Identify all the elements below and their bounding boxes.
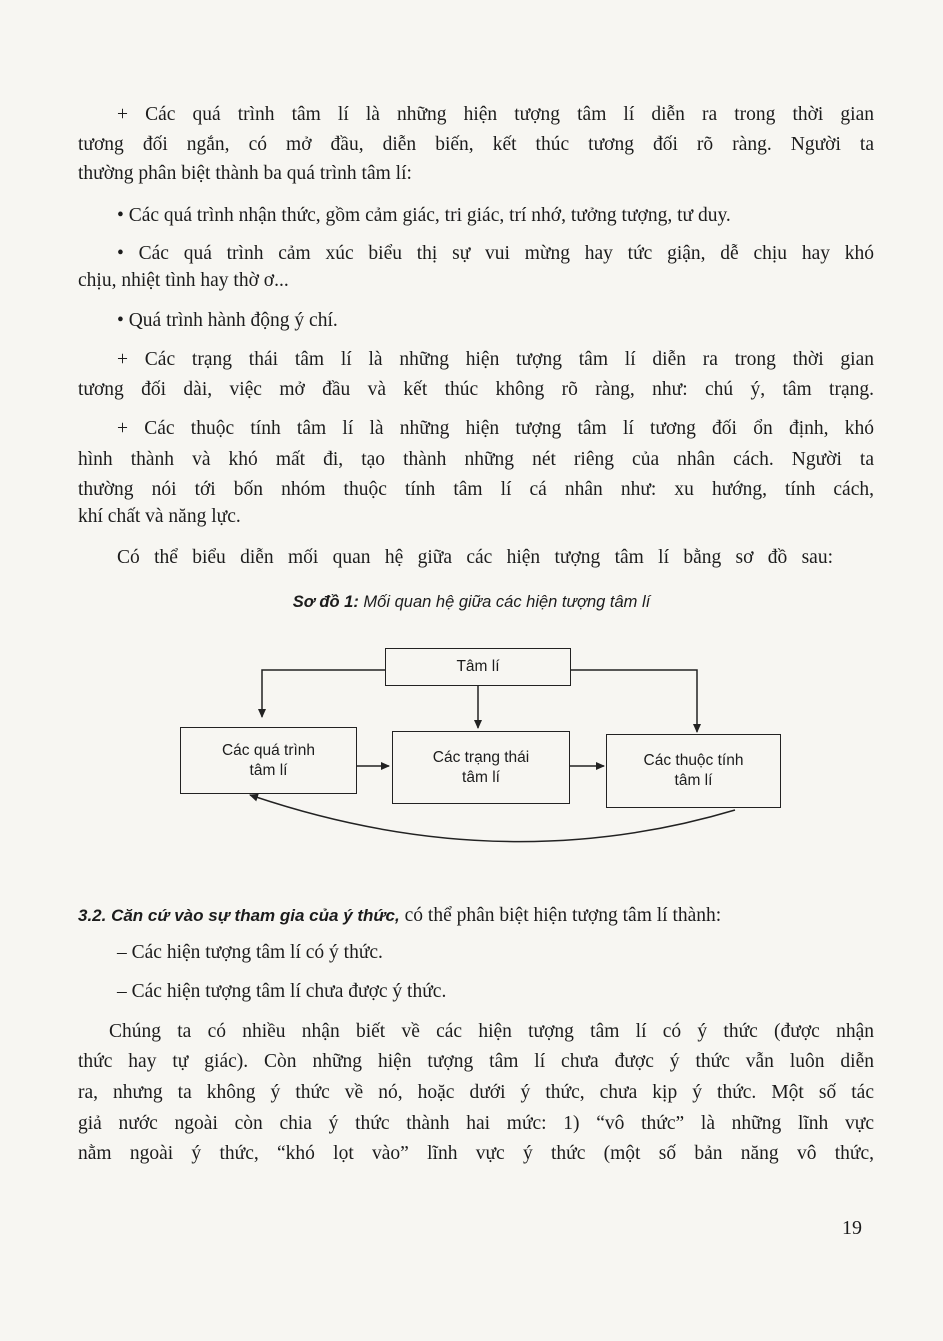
diagram-node-trang-thai: Các trạng thái tâm lí bbox=[392, 731, 570, 804]
text-line: Có thể biểu diễn mối quan hệ giữa các hiện tượng tâm lí bằng sơ đồ sau: bbox=[117, 547, 833, 568]
diagram-caption-text: Mối quan hệ giữa các hiện tượng tâm lí bbox=[358, 593, 651, 611]
text-line: nằm ngoài ý thức, “khó lọt vào” lĩnh vực ý thức (một số bản năng vô thức, bbox=[78, 1143, 874, 1164]
text-line: giả nước ngoài còn chia ý thức thành hai mức: 1) “vô thức” là những lĩnh vực bbox=[78, 1113, 874, 1134]
text-line: • Các quá trình nhận thức, gồm cảm giác, tri giác, trí nhớ, tưởng tượng, tư duy. bbox=[117, 205, 731, 226]
diagram-caption-label: Sơ đồ 1: bbox=[292, 593, 359, 611]
text-line: – Các hiện tượng tâm lí chưa được ý thức. bbox=[117, 981, 447, 1002]
text-line: tương đối dài, việc mở đầu và kết thúc không rõ ràng, như: chú ý, tâm trạng. bbox=[78, 379, 874, 400]
section-heading-title: 3.2. Căn cứ vào sự tham gia của ý thức, bbox=[78, 906, 400, 925]
section-heading-rest: có thể phân biệt hiện tượng tâm lí thành: bbox=[399, 905, 722, 926]
diagram-node-thuoc-tinh: Các thuộc tính tâm lí bbox=[606, 734, 781, 808]
text-line: thường phân biệt thành ba quá trình tâm lí: bbox=[78, 163, 412, 184]
text-line: + Các thuộc tính tâm lí là những hiện tượng tâm lí tương đối ổn định, khó bbox=[117, 418, 874, 439]
section-heading bbox=[78, 905, 721, 927]
text-line: tương đối ngắn, có mở đầu, diễn biến, kết thúc tương đối rõ ràng. Người ta bbox=[78, 134, 874, 155]
text-line: chịu, nhiệt tình hay thờ ơ... bbox=[78, 270, 289, 291]
text-line: • Các quá trình cảm xúc biểu thị sự vui mừng hay tức giận, dễ chịu hay khó bbox=[117, 243, 874, 264]
arrow-top-to-right bbox=[571, 670, 697, 732]
text-line: + Các quá trình tâm lí là những hiện tượng tâm lí diễn ra trong thời gian bbox=[117, 104, 874, 125]
text-line: • Quá trình hành động ý chí. bbox=[117, 310, 338, 331]
text-line: – Các hiện tượng tâm lí có ý thức. bbox=[117, 942, 383, 963]
text-line: + Các trạng thái tâm lí là những hiện tượng tâm lí diễn ra trong thời gian bbox=[117, 349, 874, 370]
text-line: khí chất và năng lực. bbox=[78, 506, 241, 527]
arrow-top-to-left bbox=[262, 670, 385, 717]
text-line: thường nói tới bốn nhóm thuộc tính tâm lí cá nhân như: xu hướng, tính cách, bbox=[78, 479, 874, 500]
text-line: thức hay tự giác). Còn những hiện tượng tâm lí chưa được ý thức vẫn luôn diễn bbox=[78, 1051, 874, 1072]
page-number: 19 bbox=[842, 1217, 862, 1239]
text-line: ra, nhưng ta không ý thức về nó, hoặc dưới ý thức, chưa kịp ý thức. Một số tác bbox=[78, 1082, 874, 1103]
text-line: Chúng ta có nhiều nhận biết về các hiện tượng tâm lí có ý thức (được nhận bbox=[109, 1021, 874, 1042]
diagram-node-qua-trinh: Các quá trình tâm lí bbox=[180, 727, 357, 794]
diagram-node-tam-li: Tâm lí bbox=[385, 648, 571, 686]
text-line: hình thành và khó mất đi, tạo thành những nét riêng của nhân cách. Người ta bbox=[78, 449, 874, 470]
